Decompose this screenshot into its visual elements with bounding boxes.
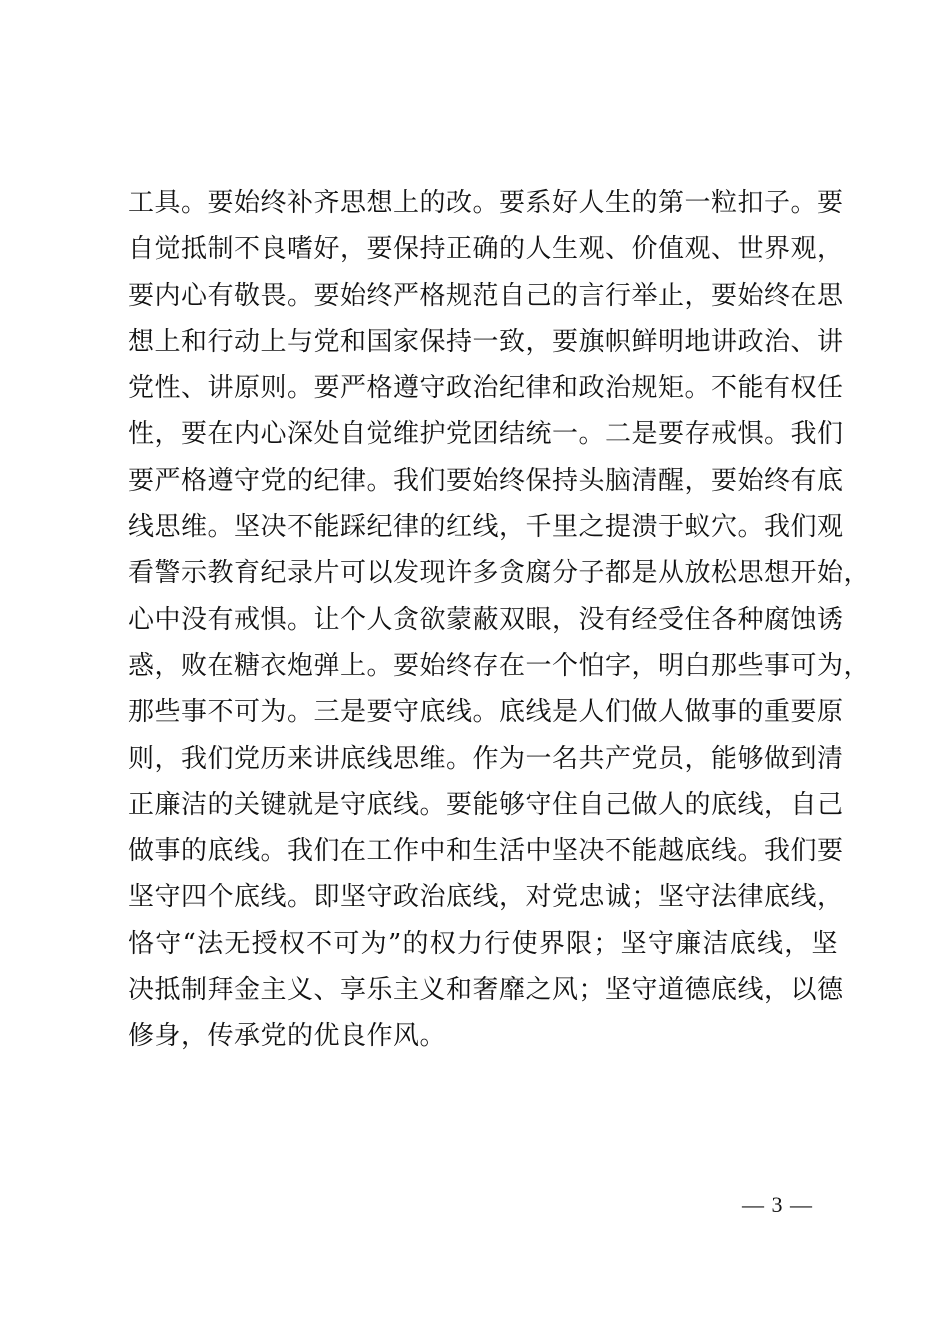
text-line: 要严格遵守党的纪律。我们要始终保持头脑清醒，要始终有底 — [128, 465, 844, 496]
text-line: 线思维。坚决不能踩纪律的红线，千里之提溃于蚁穴。我们观 — [128, 512, 844, 543]
text-line: 做事的底线。我们在工作中和生活中坚决不能越底线。我们要 — [128, 836, 844, 867]
text-line: 则，我们党历来讲底线思维。作为一名共产党员，能够做到清 — [128, 743, 844, 774]
text-line: 看警示教育纪录片可以发现许多贪腐分子都是从放松思想开始， — [128, 558, 871, 589]
text-line: 正廉洁的关键就是守底线。要能够守住自己做人的底线，自己 — [128, 789, 844, 820]
page-number: — 3 — — [742, 1192, 813, 1217]
text-line: 心中没有戒惧。让个人贪欲蒙蔽双眼，没有经受住各种腐蚀诱 — [128, 604, 844, 635]
text-line: 惑，败在糖衣炮弹上。要始终存在一个怕字，明白那些事可为， — [128, 650, 871, 681]
text-line: 工具。要始终补齐思想上的改。要系好人生的第一粒扣子。要 — [128, 188, 844, 218]
text-line: 性，要在内心深处自觉维护党团结统一。二是要存戒惧。我们 — [128, 419, 844, 450]
text-line: 修身，传承党的优良作风。 — [128, 1021, 447, 1052]
body-text — [128, 180, 871, 1060]
text-line: 决抵制拜金主义、享乐主义和奢靡之风；坚守道德底线，以德 — [128, 975, 844, 1006]
text-line: 恪守“法无授权不可为”的权力行使界限；坚守廉洁底线，坚 — [128, 928, 838, 959]
text-line: 党性、讲原则。要严格遵守政治纪律和政治规矩。不能有权任 — [128, 373, 844, 404]
text-line: 坚守四个底线。即坚守政治底线，对党忠诚；坚守法律底线， — [128, 882, 844, 913]
text-line: 自觉抵制不良嗜好，要保持正确的人生观、价值观、世界观， — [128, 234, 844, 265]
text-line: 那些事不可为。三是要守底线。底线是人们做人做事的重要原 — [128, 697, 844, 728]
text-line: 想上和行动上与党和国家保持一致，要旗帜鲜明地讲政治、讲 — [128, 326, 844, 357]
text-line: 要内心有敬畏。要始终严格规范自己的言行举止，要始终在思 — [128, 280, 844, 311]
